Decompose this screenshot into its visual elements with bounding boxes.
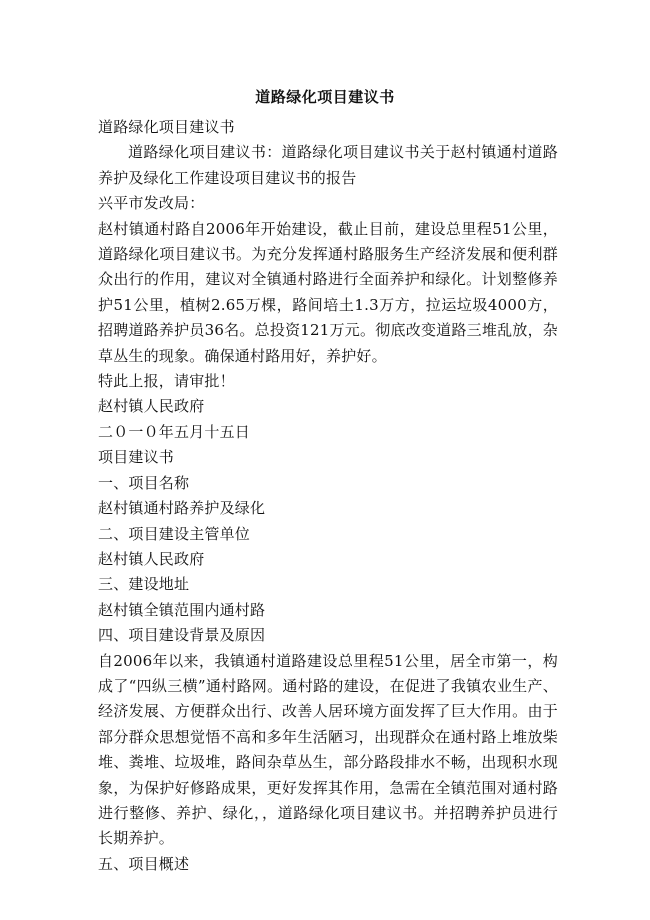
paragraph: 四、项目建设背景及原因 xyxy=(98,626,266,645)
paragraph: 五、项目概述 xyxy=(98,854,190,873)
paragraph: 兴平市发改局： xyxy=(98,194,205,213)
paragraph: 道路绿化项目建议书 xyxy=(98,118,235,136)
paragraph: 道路绿化项目建议书：道路绿化项目建议书关于赵村镇通村道路养护及绿化工作建设项目建议书的报告 xyxy=(98,143,558,187)
paragraph: 三、建设地址 xyxy=(98,575,190,594)
paragraph: 赵村镇通村路自2006年开始建设，截止目前，建设总里程51公里，道路绿化项目建议书。为充分发挥通村路服务生产经济发展和便利群众出行的作用，建议对全镇通村路进行全面养护和绿化。计划整修养护51公里，植树2.65万棵，路间培土1.3万方，拉运垃圾4000方，招聘道路养护员36名。总投资121万元。彻底改变道路三堆乱放，杂草丛生的现象。确保通村路用好，养护好。 xyxy=(98,219,558,365)
paragraph: 二０一０年五月十五日 xyxy=(98,422,251,441)
paragraph: 特此上报，请审批！ xyxy=(98,372,235,391)
paragraph: 自2006年以来，我镇通村道路建设总里程51公里，居全市第一，构成了“四纵三横”通村路网。通村路的建设，在促进了我镇农业生产、经济发展、方便群众出行、改善人居环境方面发挥了巨大作用。由于部分群众思想觉悟不高和多年生活陋习，出现群众在通村路上堆放柴堆、粪堆、垃圾堆，路间杂草丛生，部分路段排水不畅，出现积水现象，为保护好修路成果，更好发挥其作用，急需在全镇范围对通村路进行整修、养护、绿化，，道路绿化项目建议书。并招聘养护员进行长期养护。 xyxy=(98,651,558,848)
paragraph: 项目建议书 xyxy=(98,448,175,467)
paragraph: 二、项目建设主管单位 xyxy=(98,524,251,543)
document-title: 道路绿化项目建议书 xyxy=(255,88,395,106)
document-body xyxy=(98,115,558,877)
paragraph: 赵村镇全镇范围内通村路 xyxy=(98,600,266,619)
paragraph: 赵村镇人民政府 xyxy=(98,549,205,568)
paragraph: 赵村镇通村路养护及绿化 xyxy=(98,499,266,518)
paragraph: 赵村镇人民政府 xyxy=(98,397,205,416)
paragraph: 一、项目名称 xyxy=(98,473,190,492)
